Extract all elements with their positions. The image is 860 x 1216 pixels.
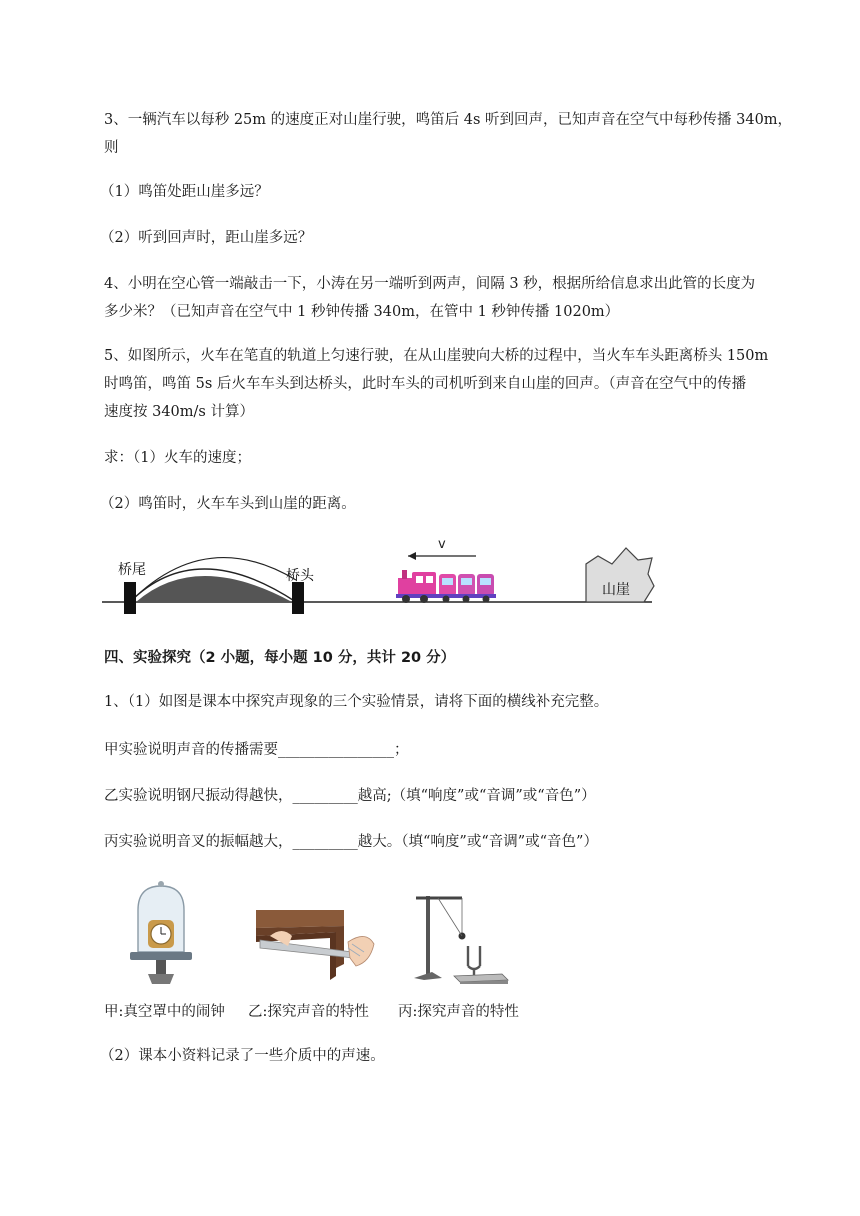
- section4-heading: 四、实验探究（2 小题，每小题 10 分，共计 20 分）: [104, 650, 456, 666]
- bell-jar-figure: [126, 880, 196, 988]
- tuning-fork-figure: [408, 888, 512, 984]
- q3-sub2: （2）听到回声时，距山崖多远？: [100, 230, 313, 246]
- exp1-yi: 乙实验说明钢尺振动得越快，_________越高;（填“响度”或“音调”或“音色”）: [104, 788, 596, 804]
- exp1-bing: 丙实验说明音叉的振幅越大，_________越大。（填“响度”或“音调”或“音色”）: [104, 834, 598, 850]
- q5-line2: 时鸣笛，鸣笛 5s 后火车车头到达桥头，此时车头的司机听到来自山崖的回声。（声音在空气中的传播: [104, 376, 747, 392]
- ruler-table-figure: [252, 906, 378, 984]
- caption-yi: 乙:探究声音的特性: [248, 1004, 369, 1020]
- velocity-label: v: [438, 537, 446, 552]
- velocity-arrow-head: [408, 552, 416, 560]
- q5-line3: 速度按 340m/s 计算）: [104, 404, 254, 420]
- q3-sub1: （1）鸣笛处距山崖多远？: [100, 184, 269, 200]
- exp1-intro: 1、（1）如图是课本中探究声现象的三个实验情景，请将下面的横线补充完整。: [104, 694, 609, 710]
- q4-line1: 4、小明在空心管一端敲击一下，小涛在另一端听到两声，间隔 3 秒，根据所给信息求出此管的长度为: [104, 276, 756, 292]
- bridge-tail-pier: [124, 582, 136, 614]
- cliff-label: 山崖: [602, 582, 630, 598]
- q3-line1: 3、一辆汽车以每秒 25m 的速度正对山崖行驶，鸣笛后 4s 听到回声，已知声音在空气中每秒传播 340m，: [104, 112, 793, 128]
- exp1-jia: 甲实验说明声音的传播需要________________；: [104, 742, 409, 758]
- q5-ask1: 求：（1）火车的速度；: [104, 450, 251, 466]
- train-icon: [396, 570, 496, 603]
- bridge-head-label: 桥头: [286, 568, 314, 584]
- train-bridge-figure: [96, 530, 666, 614]
- q5-line1: 5、如图所示，火车在笔直的轨道上匀速行驶，在从山崖驶向大桥的过程中，当火车车头距离桥头 150m: [104, 348, 769, 364]
- q3-line2: 则: [104, 140, 119, 156]
- caption-bing: 丙:探究声音的特性: [398, 1004, 519, 1020]
- exp1-part2: （2）课本小资料记录了一些介质中的声速。: [100, 1048, 385, 1064]
- bridge-head-pier: [292, 582, 304, 614]
- q4-line2: 多少米？（已知声音在空气中 1 秒钟传播 340m，在管中 1 秒钟传播 1020m）: [104, 304, 620, 320]
- caption-jia: 甲:真空罩中的闹钟: [104, 1004, 225, 1020]
- bridge-tail-label: 桥尾: [118, 562, 146, 578]
- q5-ask2: （2）鸣笛时，火车车头到山崖的距离。: [100, 496, 356, 512]
